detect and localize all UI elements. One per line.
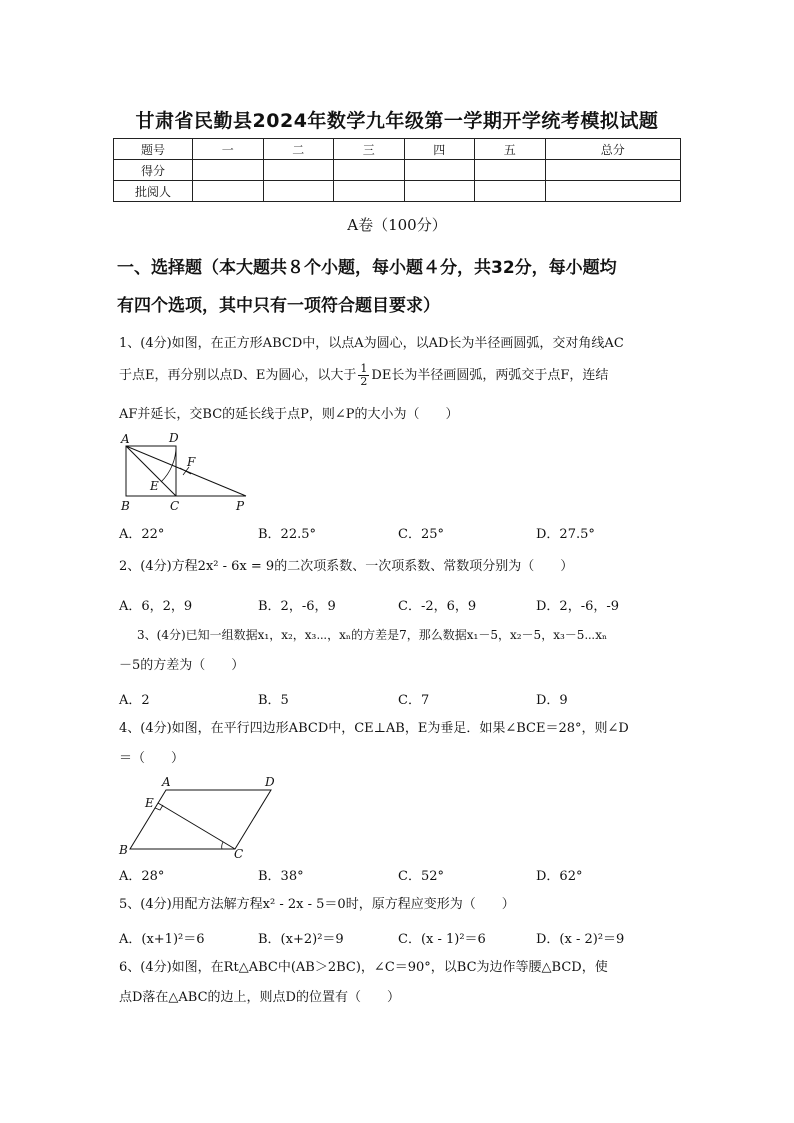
score-cell	[334, 181, 405, 202]
score-cell	[334, 160, 405, 181]
q3-line1: 3、(4分)已知一组数据x₁，x₂，x₃⋯，xₙ的方差是7，那么数据x₁－5，x₂－5，x₃－5⋯xₙ	[137, 628, 608, 642]
reviewer-row-label: 批阅人	[114, 181, 193, 202]
q1-option-c[interactable]: C．25°	[398, 527, 444, 542]
q2-option-d[interactable]: D．2，-6，-9	[536, 599, 620, 614]
q4-option-d[interactable]: D．62°	[536, 869, 583, 884]
q4-option-a[interactable]: A．28°	[119, 869, 165, 884]
q3-option-c[interactable]: C．7	[398, 693, 430, 708]
score-table-header-row	[114, 139, 681, 160]
point-label-a: A	[162, 775, 171, 789]
q1-line2a: 于点E，再分别以点D、E为圆心，以大于	[119, 368, 357, 383]
q5-option-a[interactable]: A．(x+1)²＝6	[119, 932, 205, 947]
q2-option-b[interactable]: B．2，-6，9	[258, 599, 336, 614]
exam-title: 甘肃省民勤县2024年数学九年级第一学期开学统考模拟试题	[135, 110, 659, 132]
score-cell	[545, 181, 681, 202]
score-cell	[263, 160, 334, 181]
q4-option-c[interactable]: C．52°	[398, 869, 444, 884]
score-cell	[545, 160, 681, 181]
part1-heading-line1: 一、选择题（本大题共８个小题，每小题４分，共32分，每小题均	[117, 258, 617, 278]
q4-option-b[interactable]: B．38°	[258, 869, 304, 884]
q1-line2b: DE长为半径画圆弧，两弧交于点F，连结	[371, 368, 609, 383]
score-cell	[193, 181, 264, 202]
q3-line2: －5的方差为（ ）	[119, 658, 245, 673]
score-cell	[404, 160, 475, 181]
q5-option-c[interactable]: C．(x - 1)²＝6	[398, 932, 486, 947]
q3-option-d[interactable]: D．9	[536, 693, 568, 708]
score-header-cell: 四	[404, 139, 475, 160]
fraction-numerator: 1	[360, 362, 368, 375]
score-cell	[263, 181, 334, 202]
point-label-f: F	[187, 455, 196, 469]
q1-line3: AF并延长，交BC的延长线于点P，则∠P的大小为（ ）	[119, 407, 459, 422]
section-a-label: A卷（100分）	[347, 216, 447, 234]
score-row	[114, 160, 681, 181]
angle-arc	[222, 842, 223, 849]
point-label-c: C	[170, 499, 180, 513]
point-label-b: B	[119, 843, 128, 857]
q5-option-d[interactable]: D．(x - 2)²＝9	[536, 932, 625, 947]
q4-line1: 4、(4分)如图，在平行四边形ABCD中，CE⊥AB，E为垂足．如果∠BCE＝28°，则∠D	[119, 721, 629, 736]
score-header-cell: 五	[475, 139, 546, 160]
q1-line2	[119, 363, 679, 388]
q2-text: 2、(4分)方程2x² - 6x = 9的二次项系数、一次项系数、常数项分别为（ ）	[119, 559, 574, 574]
q3-option-a[interactable]: A．2	[119, 693, 150, 708]
q2-option-c[interactable]: C．-2，6，9	[398, 599, 477, 614]
score-header-cell: 三	[334, 139, 405, 160]
q1-option-a[interactable]: A．22°	[119, 527, 165, 542]
q6-line2: 点D落在△ABC的边上，则点D的位置有（ ）	[119, 990, 400, 1005]
segment-ce	[158, 803, 235, 849]
q5-option-b[interactable]: B．(x+2)²＝9	[258, 932, 344, 947]
score-header-cell: 总分	[545, 139, 681, 160]
score-header-cell: 二	[263, 139, 334, 160]
q3-option-b[interactable]: B．5	[258, 693, 289, 708]
score-row-label: 得分	[114, 160, 193, 181]
point-label-e: E	[145, 796, 154, 810]
score-table	[113, 138, 681, 202]
score-cell	[475, 181, 546, 202]
score-header-cell: 题号	[114, 139, 193, 160]
fraction-denominator: 2	[360, 375, 368, 388]
q5-text: 5、(4分)用配方法解方程x² - 2x - 5＝0时，原方程应变形为（ ）	[119, 897, 515, 912]
q4-line2: ＝（ ）	[119, 751, 185, 766]
q6-line1: 6、(4分)如图，在Rt△ABC中(AB＞2BC)，∠C＝90°，以BC为边作等腰△BCD，使	[119, 960, 608, 975]
one-half-fraction	[358, 363, 369, 388]
score-cell	[404, 181, 475, 202]
score-cell	[475, 160, 546, 181]
point-label-d: D	[265, 775, 275, 789]
reviewer-row	[114, 181, 681, 202]
point-label-p: P	[236, 499, 245, 513]
part1-heading-line2: 有四个选项，其中只有一项符合题目要求）	[117, 296, 440, 316]
q2-option-a[interactable]: A．6，2，9	[119, 599, 193, 614]
q1-square-figure	[113, 428, 258, 516]
point-label-d: D	[169, 431, 179, 445]
q1-line1: 1、(4分)如图，在正方形ABCD中，以点A为圆心，以AD长为半径画圆弧，交对角线AC	[119, 336, 624, 351]
score-header-cell: 一	[193, 139, 264, 160]
score-cell	[193, 160, 264, 181]
point-label-c: C	[234, 847, 244, 860]
point-label-e: E	[150, 479, 159, 493]
q4-parallelogram-figure	[115, 772, 285, 860]
point-label-b: B	[121, 499, 130, 513]
q1-option-b[interactable]: B．22.5°	[258, 527, 316, 542]
point-label-a: A	[121, 432, 130, 446]
q1-option-d[interactable]: D．27.5°	[536, 527, 595, 542]
